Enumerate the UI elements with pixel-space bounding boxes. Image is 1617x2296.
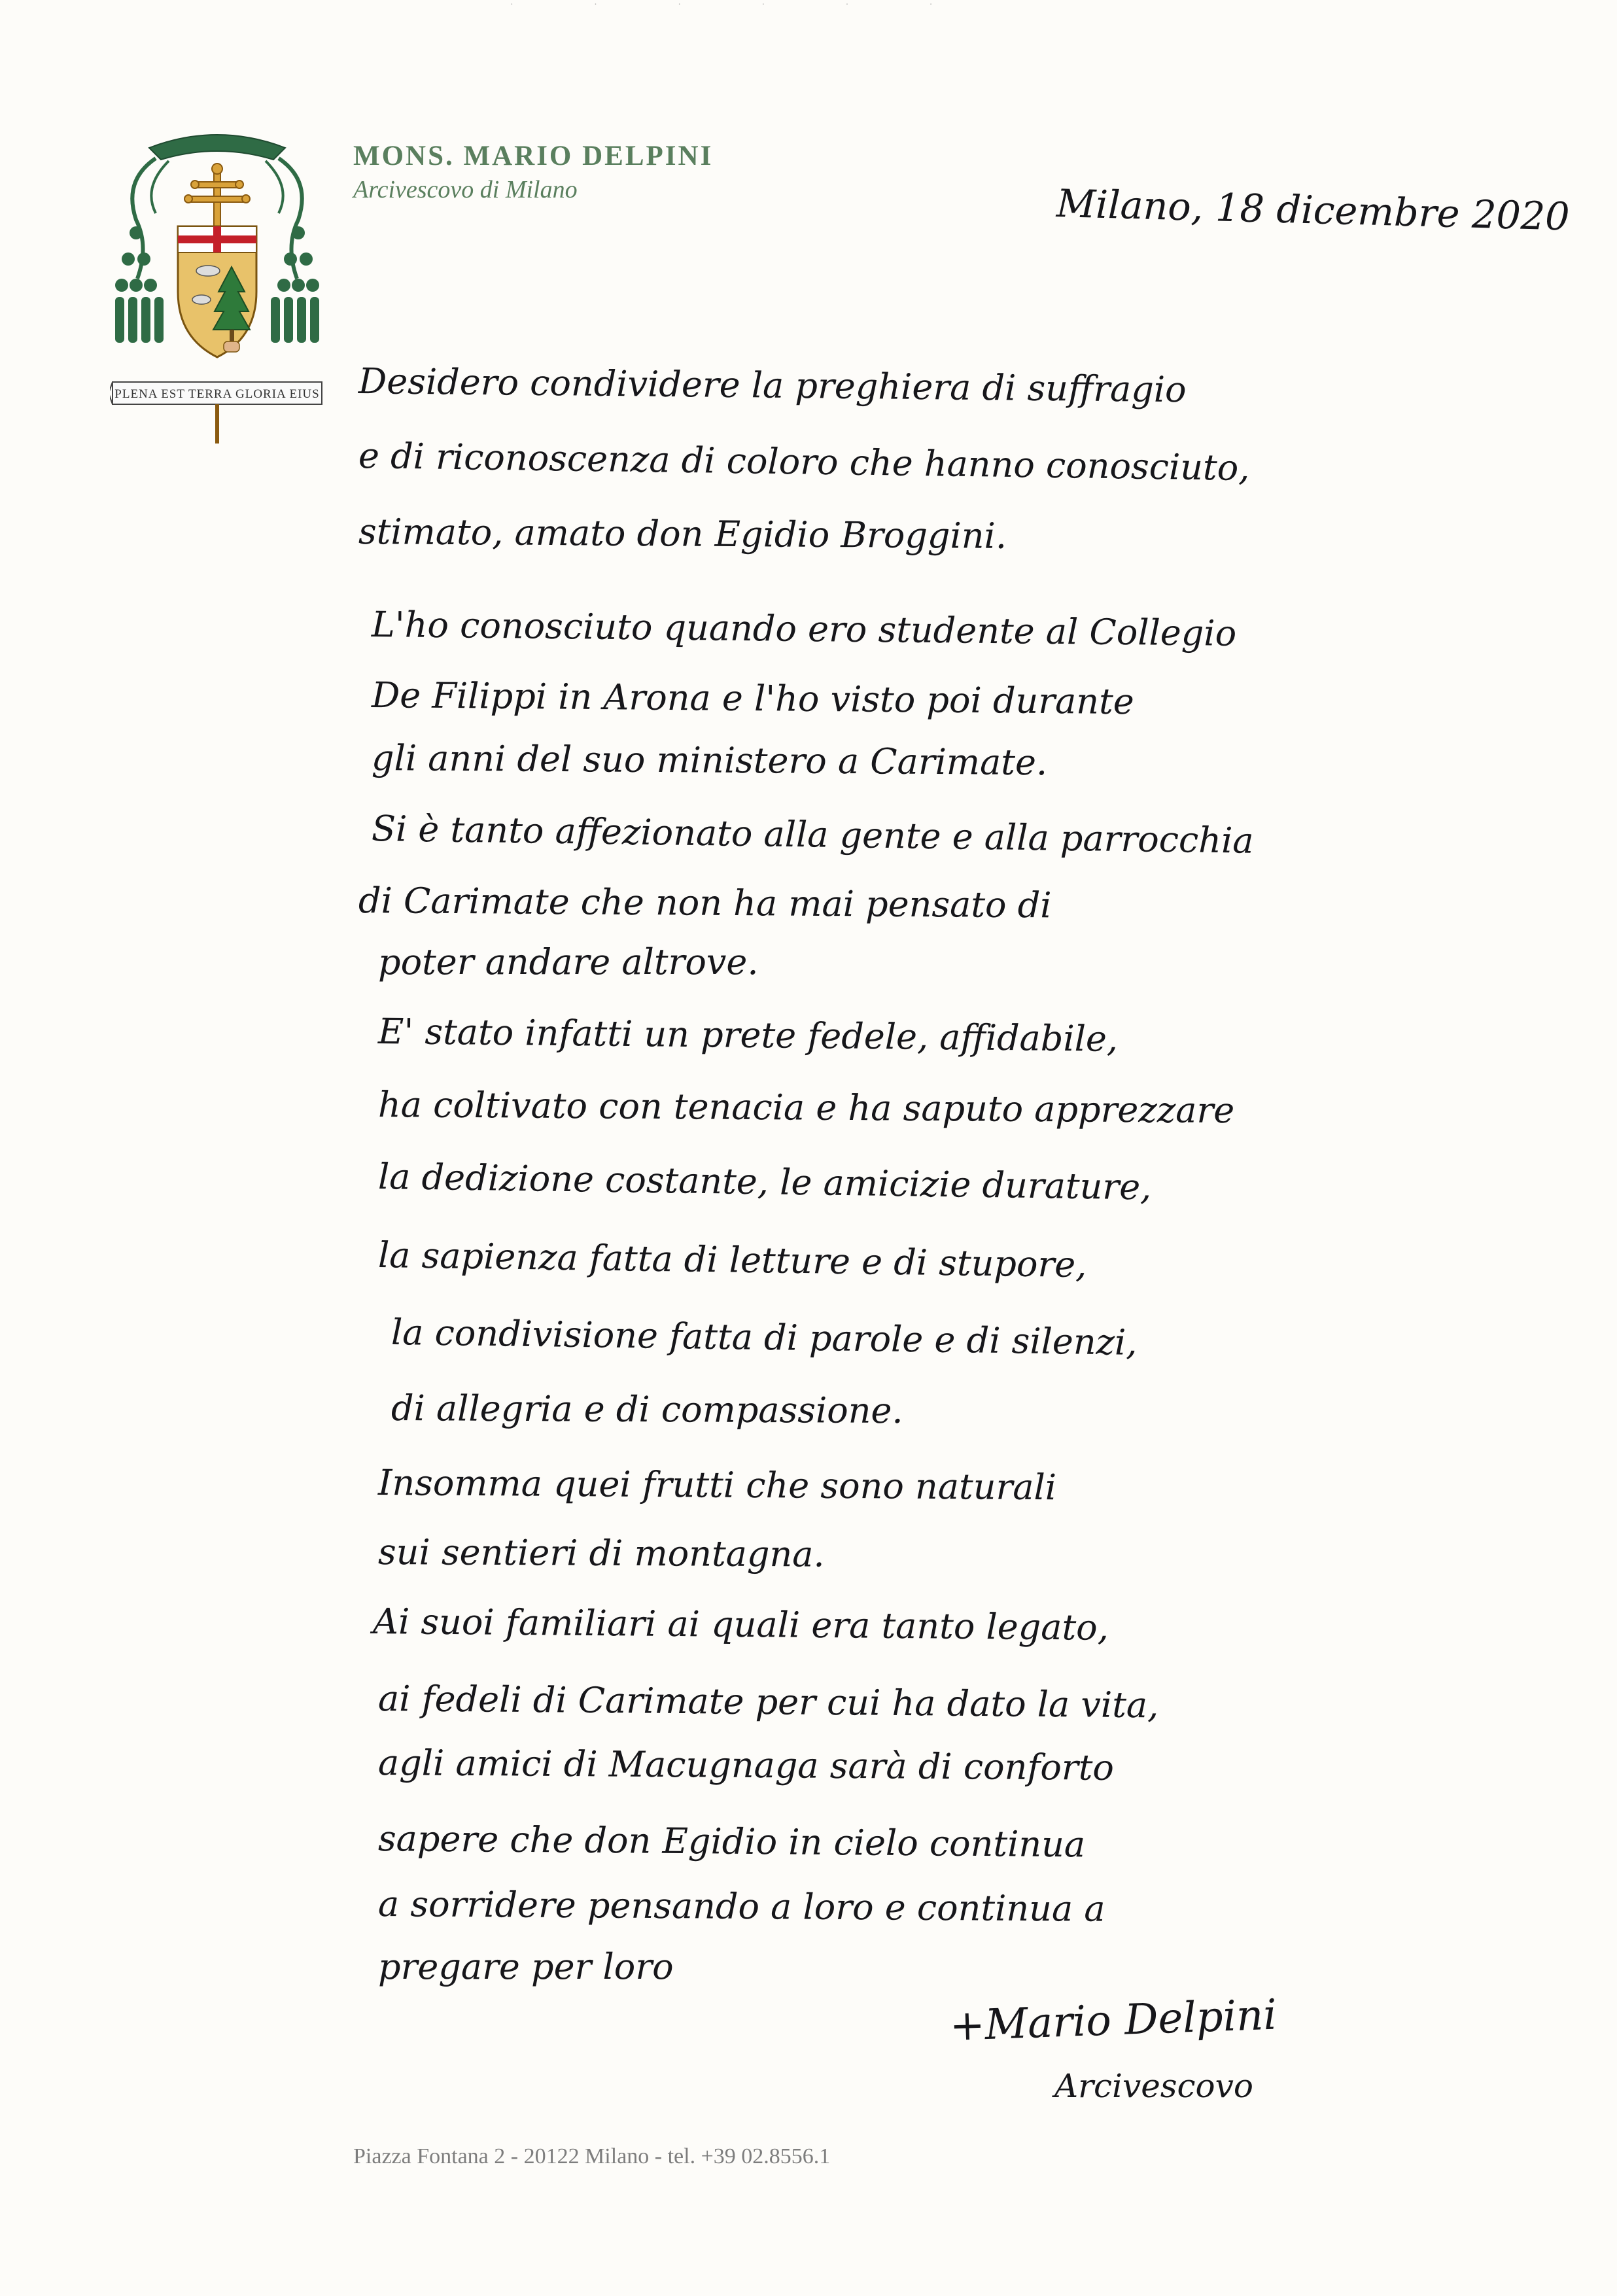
letter-line: ha coltivato con tenacia e ha saputo apprezzare bbox=[377, 1084, 1235, 1132]
letter-line: poter andare altrove. bbox=[378, 941, 759, 983]
footer-address: Piazza Fontana 2 - 20122 Milano - tel. +39 02.8556.1 bbox=[353, 2144, 831, 2168]
letter-line: la dedizione costante, le amicizie durature, bbox=[377, 1156, 1152, 1208]
letter-line: agli amici di Macugnaga sarà di conforto bbox=[377, 1742, 1115, 1788]
letter-line: E' stato infatti un prete fedele, affidabile, bbox=[377, 1011, 1119, 1060]
letter-line: sapere che don Egidio in cielo continua bbox=[377, 1818, 1086, 1866]
letter-line: gli anni del suo ministero a Carimate. bbox=[371, 737, 1048, 784]
letter-line: Si è tanto affezionato alla gente e alla parrocchia bbox=[371, 808, 1254, 861]
letter-line: la condivisione fatta di parole e di silenzi, bbox=[391, 1312, 1138, 1363]
letter-line: ai fedeli di Carimate per cui ha dato la vita, bbox=[377, 1678, 1159, 1726]
letter-line: di allegria e di compassione. bbox=[391, 1387, 903, 1432]
letter-line: Desidero condividere la preghiera di suffragio bbox=[358, 360, 1187, 411]
signature: +Mario Delpini bbox=[948, 1991, 1278, 2051]
letter-line: e di riconoscenza di coloro che hanno conosciuto, bbox=[358, 435, 1250, 489]
letter-line: De Filippi in Arona e l'ho visto poi durante bbox=[371, 674, 1135, 723]
letter-line: a sorridere pensando a loro e continua a bbox=[377, 1883, 1105, 1930]
letter-line: sui sentieri di montagna. bbox=[377, 1531, 825, 1575]
coat-of-arms-logo bbox=[110, 128, 324, 455]
letter-line: la sapienza fatta di letture e di stupore, bbox=[377, 1234, 1087, 1286]
letter-line: Insomma quei frutti che sono naturali bbox=[377, 1462, 1057, 1508]
letter-line: L'ho conosciuto quando ero studente al Collegio bbox=[371, 604, 1237, 654]
letter-line: stimato, amato don Egidio Broggini. bbox=[358, 511, 1007, 557]
letterhead-name: MONS. MARIO DELPINI bbox=[353, 141, 714, 171]
letter-line: Ai suoi familiari ai quali era tanto legato, bbox=[372, 1601, 1109, 1648]
letterhead-title: Arcivescovo di Milano bbox=[353, 176, 578, 203]
scan-marks: · · · · · · bbox=[510, 0, 972, 10]
letter-date: Milano, 18 dicembre 2020 bbox=[1056, 181, 1571, 239]
svg-text:PLENA EST TERRA GLORIA EIUS: PLENA EST TERRA GLORIA EIUS bbox=[114, 387, 320, 401]
signature-title: Arcivescovo bbox=[1054, 2067, 1253, 2105]
letter-line: pregare per loro bbox=[378, 1946, 674, 1987]
letter-line: di Carimate che non ha mai pensato di bbox=[358, 880, 1052, 926]
